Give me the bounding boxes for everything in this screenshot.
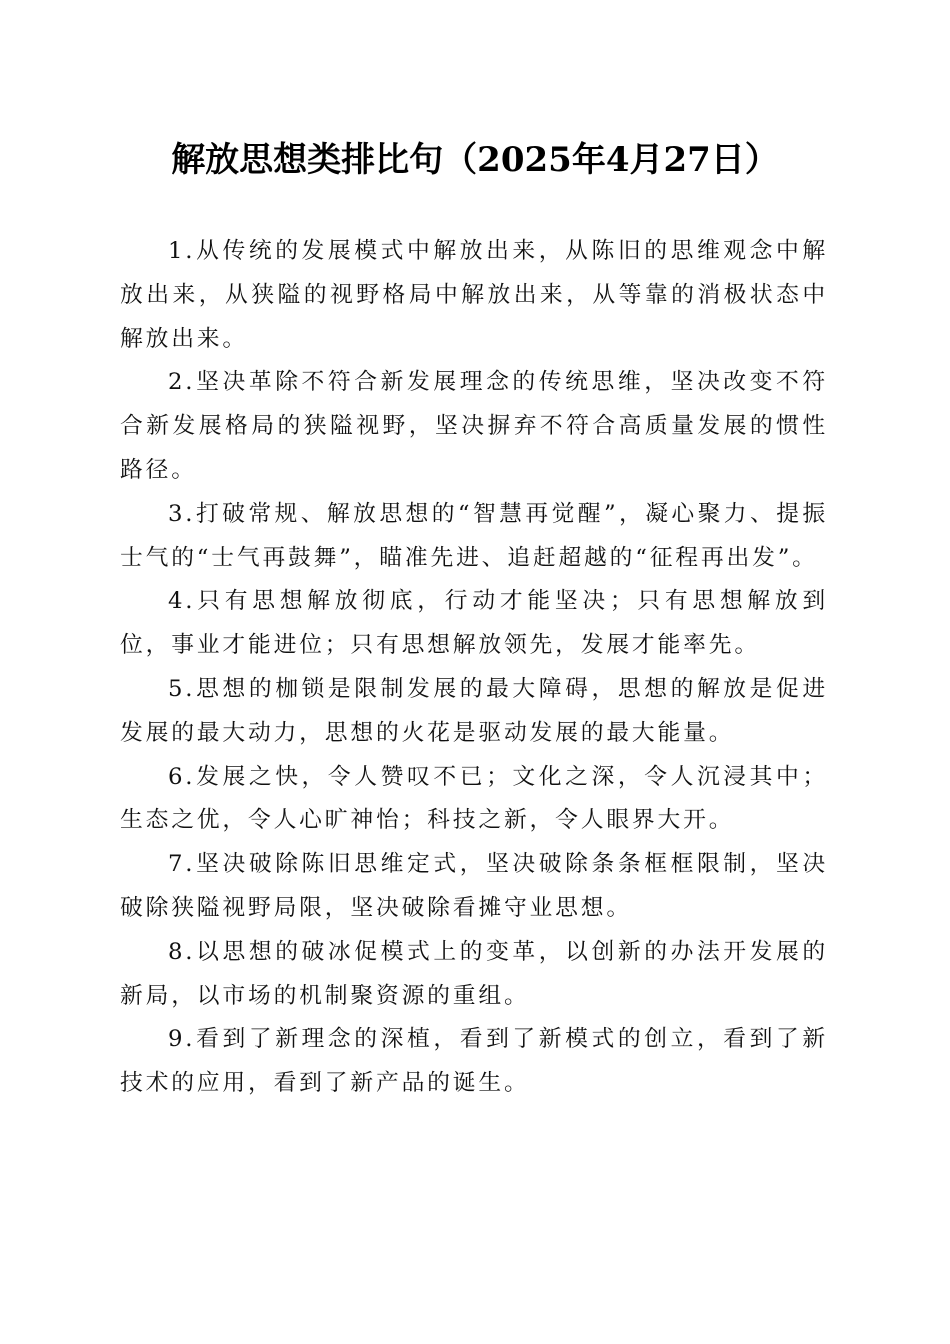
paragraph-7: 7.坚决破除陈旧思维定式，坚决破除条条框框限制，坚决破除狭隘视野局限，坚决破除看摊守业思想。 xyxy=(120,851,828,921)
paragraph-8: 8.以思想的破冰促模式上的变革，以创新的办法开发展的新局，以市场的机制聚资源的重组。 xyxy=(120,938,828,1009)
paragraph-2: 2.坚决革除不符合新发展理念的传统思维，坚决改变不符合新发展格局的狭隘视野，坚决摒弃不符合高质量发展的惯性路径。 xyxy=(120,369,828,483)
paragraph-4: 4.只有思想解放彻底，行动才能坚决；只有思想解放到位，事业才能进位；只有思想解放领先，发展才能率先。 xyxy=(120,588,828,659)
paragraph-5: 5.思想的枷锁是限制发展的最大障碍，思想的解放是促进发展的最大动力，思想的火花是驱动发展的最大能量。 xyxy=(120,675,828,746)
document-body xyxy=(120,230,828,1106)
paragraph-3: 3.打破常规、解放思想的“智慧再觉醒”，凝心聚力、提振士气的“士气再鼓舞”，瞄准先进、追赶超越的“征程再出发”。 xyxy=(120,500,828,571)
paragraph-9: 9.看到了新理念的深植，看到了新模式的创立，看到了新技术的应用，看到了新产品的诞生。 xyxy=(120,1026,828,1097)
paragraph-1: 1.从传统的发展模式中解放出来，从陈旧的思维观念中解放出来，从狭隘的视野格局中解放出来，从等靠的消极状态中解放出来。 xyxy=(120,238,828,352)
paragraph-6: 6.发展之快，令人赞叹不已；文化之深，令人沉浸其中；生态之优，令人心旷神怡；科技之新，令人眼界大开。 xyxy=(120,763,828,834)
document-title: 解放思想类排比句（2025年4月27日） xyxy=(171,140,779,180)
